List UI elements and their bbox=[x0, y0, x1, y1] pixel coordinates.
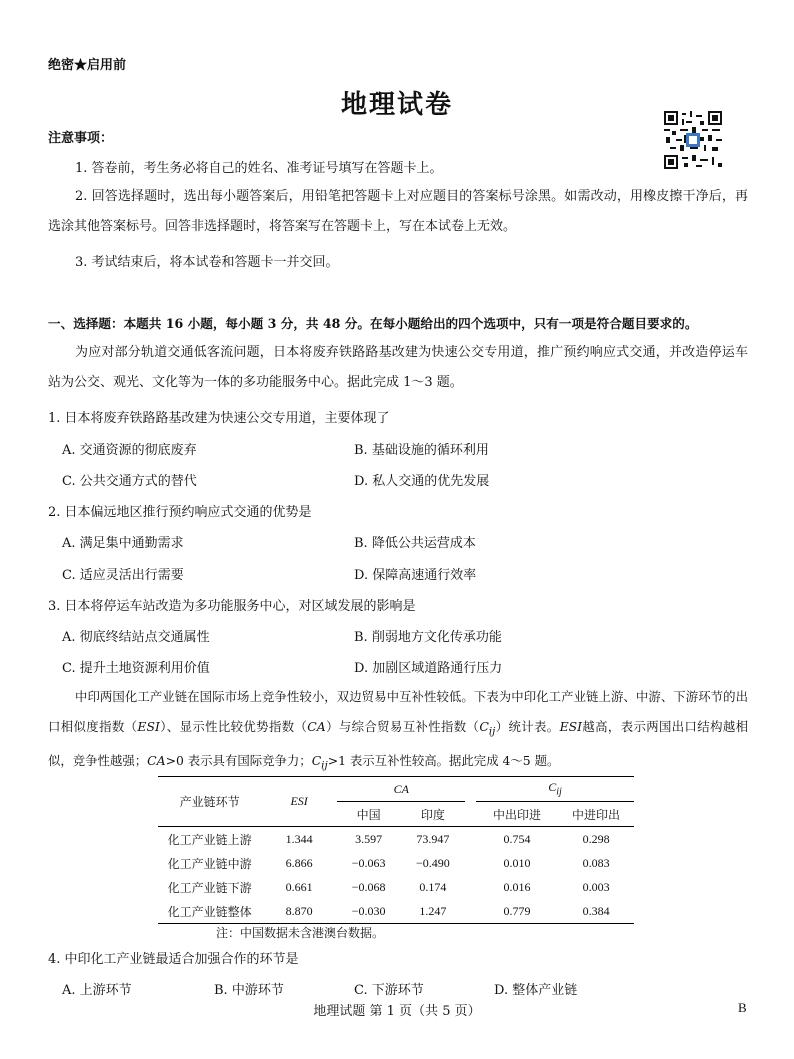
q2-option-d: D. 保障高速通行效率 bbox=[354, 568, 477, 583]
paper-version: B bbox=[738, 1000, 747, 1015]
q3-option-c: C. 提升土地资源利用价值 bbox=[62, 661, 210, 676]
qr-code-icon bbox=[664, 111, 722, 169]
page-footer: 地理试题 第 1 页（共 5 页） bbox=[313, 1004, 481, 1019]
passage-1: 为应对部分轨道交通低客流问题，日本将废弃铁路路基改建为快速公交专用道，推广预约响应式交通，并改造停运车站为公交、观光、文化等为一体的多功能服务中心。据此完成 1～3 题。 bbox=[48, 345, 748, 390]
q4-option-b: B. 中游环节 bbox=[214, 983, 284, 998]
q1-option-a: A. 交通资源的彻底废弃 bbox=[62, 443, 197, 458]
passage-2: 中印两国化工产业链在国际市场上竞争性较小，双边贸易中互补性较低。下表为中印化工产业链上游、中游、下游环节的出口相似度指数（ESI）、显示性比较优势指数（CA）与综合贸易互补性指数$(C_{ij})$统计表。ESI越高，表示两国出口结构越相似，竞争性越强；CA>0 表示具有国际竞争力；$C_{ij}>1$ 表示互补性较高。据此完成 4～5 题。 bbox=[48, 689, 749, 772]
section-heading: 一、选择题：本题共 16 小题，每小题 3 分，共 48 分。在每小题给出的四个选项中，只有一项是符合题目要求的。 bbox=[48, 316, 698, 331]
table-row: 化工产业链整体 8.870 −0.030 1.247 0.779 0.384 bbox=[158, 899, 634, 924]
q1-option-d: D. 私人交通的优先发展 bbox=[354, 474, 490, 489]
q2-option-b: B. 降低公共运营成本 bbox=[354, 536, 476, 551]
question-4-stem: 4. 中印化工产业链最适合加强合作的环节是 bbox=[48, 952, 299, 967]
subheader-china-export: 中出印进 bbox=[493, 807, 542, 822]
data-table bbox=[158, 776, 634, 924]
q1-option-b: B. 基础设施的循环利用 bbox=[354, 443, 489, 458]
header-esi: ESI bbox=[290, 794, 308, 808]
header-cij: $C_{ij}$ bbox=[476, 777, 634, 802]
q4-option-d: D. 整体产业链 bbox=[494, 983, 578, 998]
notice-heading: 注意事项： bbox=[48, 131, 114, 146]
question-3-stem: 3. 日本将停运车站改造为多功能服务中心，对区域发展的影响是 bbox=[48, 599, 416, 614]
header-chain: 产业链环节 bbox=[179, 795, 240, 809]
notice-item-3: 3. 考试结束后，将本试卷和答题卡一并交回。 bbox=[75, 255, 339, 270]
q3-option-b: B. 削弱地方文化传承功能 bbox=[354, 630, 502, 645]
notice-item-2: 2. 回答选择题时，选出每小题答案后，用铅笔把答题卡上对应题目的答案标号涂黑。如需改动，用橡皮擦干净后，再选涂其他答案标号。回答非选择题时，将答案写在答题卡上，写在本试卷上无效。 bbox=[48, 189, 748, 234]
subheader-india: 印度 bbox=[420, 807, 445, 822]
q2-option-a: A. 满足集中通勤需求 bbox=[62, 536, 184, 551]
q3-option-a: A. 彻底终结站点交通属性 bbox=[62, 630, 210, 645]
table-note: 注：中国数据未含港澳台数据。 bbox=[216, 926, 385, 940]
header-ca: CA bbox=[337, 777, 465, 802]
question-2-stem: 2. 日本偏远地区推行预约响应式交通的优势是 bbox=[48, 505, 312, 520]
q4-option-a: A. 上游环节 bbox=[62, 983, 132, 998]
question-1-stem: 1. 日本将废弃铁路路基改建为快速公交专用道，主要体现了 bbox=[48, 411, 390, 426]
q2-option-c: C. 适应灵活出行需要 bbox=[62, 568, 184, 583]
q4-option-c: C. 下游环节 bbox=[354, 983, 424, 998]
table-row: 化工产业链下游 0.661 −0.068 0.174 0.016 0.003 bbox=[167, 879, 610, 895]
notice-item-1: 1. 答卷前，考生务必将自己的姓名、准考证号填写在答题卡上。 bbox=[75, 161, 443, 176]
subheader-china-import: 中进印出 bbox=[572, 807, 621, 822]
subheader-china: 中国 bbox=[356, 807, 381, 822]
table-row: 化工产业链中游 6.866 −0.063 −0.490 0.010 0.083 bbox=[167, 855, 610, 871]
page-title: 地理试卷 bbox=[340, 90, 453, 120]
q1-option-c: C. 公共交通方式的替代 bbox=[62, 474, 197, 489]
q3-option-d: D. 加剧区域道路通行压力 bbox=[354, 661, 503, 676]
secret-label: 绝密★启用前 bbox=[48, 58, 127, 73]
table-row: 化工产业链上游 1.344 3.597 73.947 0.754 0.298 bbox=[167, 831, 610, 847]
